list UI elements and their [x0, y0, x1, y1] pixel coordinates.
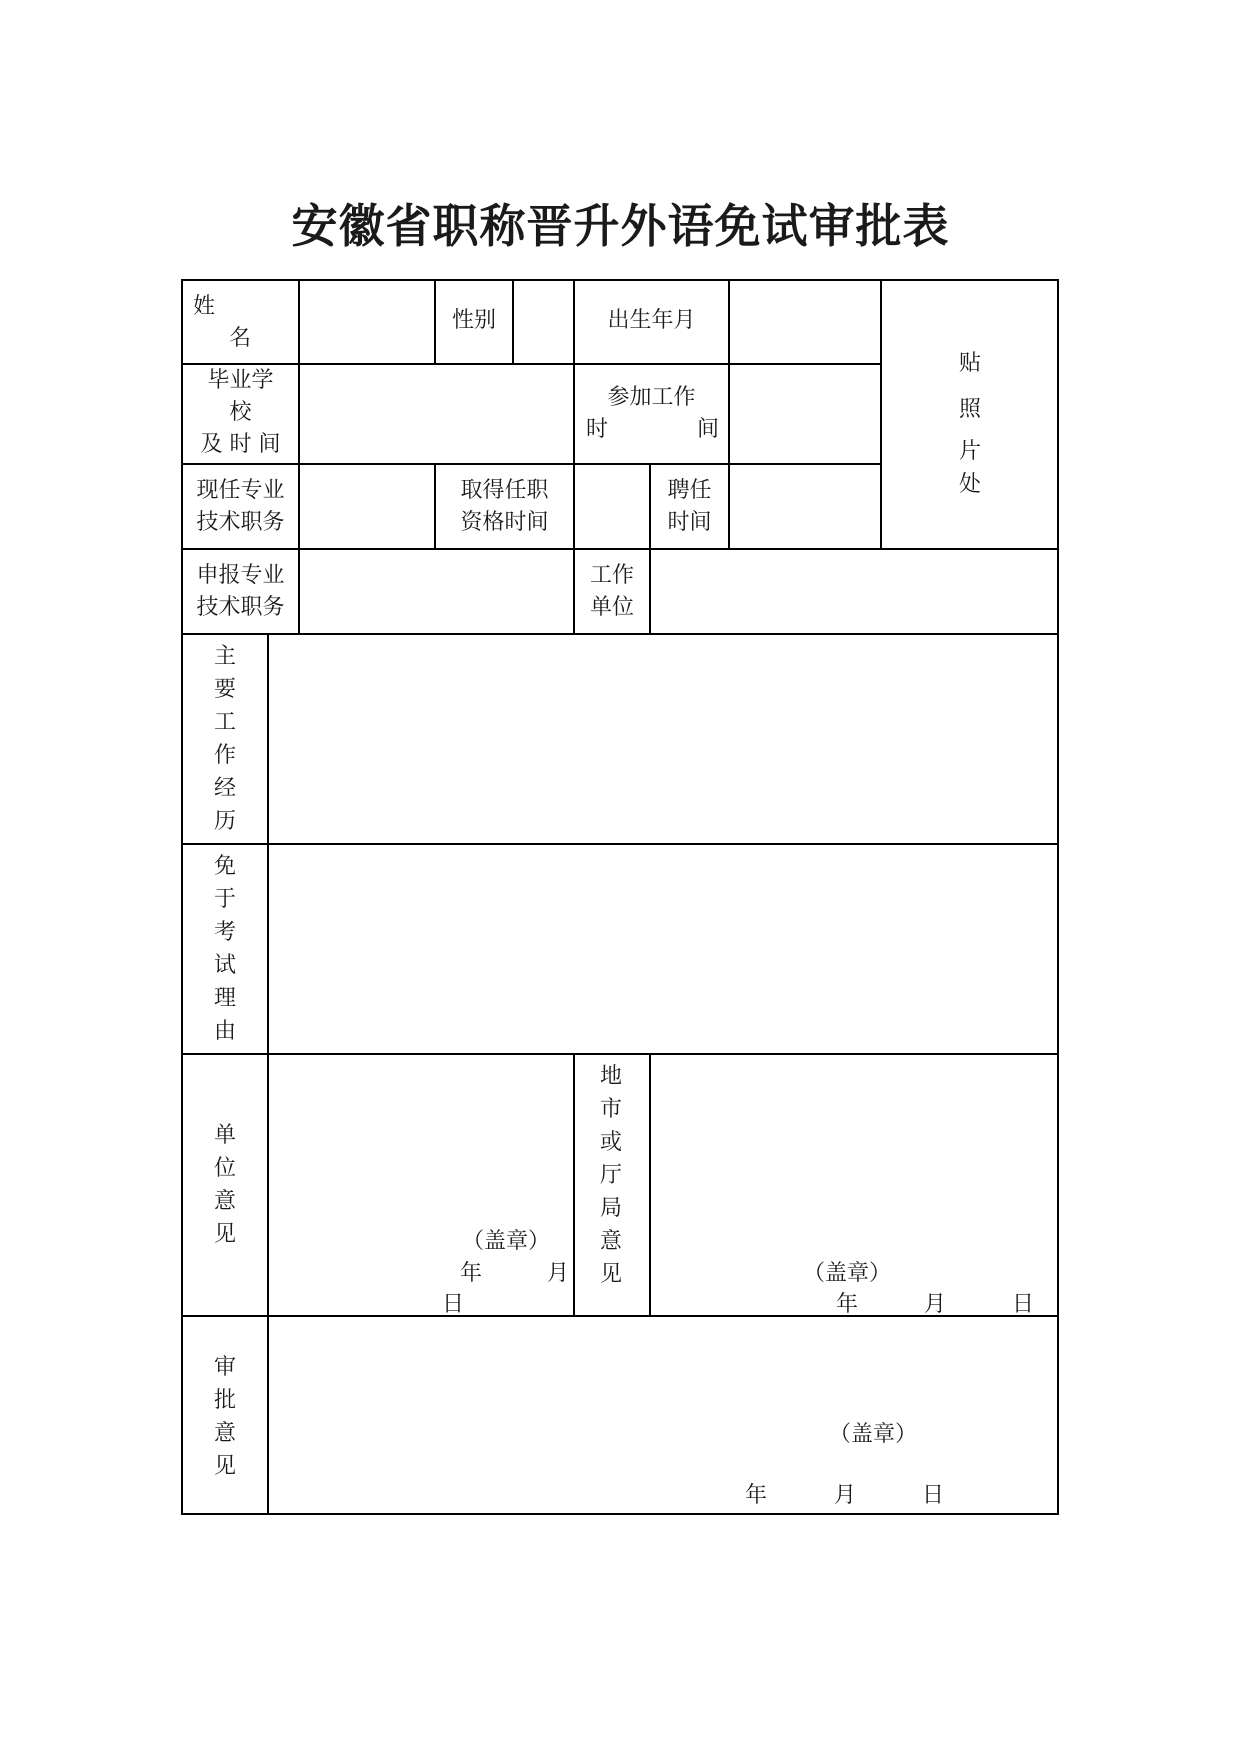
join-work-label-char-b: 间: [697, 417, 720, 442]
approval-opinion-label: 审 批 意 见: [213, 1355, 236, 1479]
approval-date-year: 年: [745, 1483, 768, 1508]
approval-date-day: 日: [922, 1483, 945, 1508]
name-label-char-1: 姓: [193, 294, 216, 319]
unit-stamp-label: （盖章）: [462, 1229, 551, 1254]
work-unit-field[interactable]: [651, 550, 1057, 633]
unit-date-year: 年: [460, 1261, 483, 1286]
name-label-char-2: 名: [229, 326, 252, 351]
name-field[interactable]: [300, 281, 434, 363]
unit-date-day: 日: [442, 1292, 465, 1317]
school-label-line-2: 校: [229, 400, 252, 425]
apply-title-label-line-1: 申报专业: [196, 563, 285, 588]
city-date-year: 年: [836, 1292, 859, 1317]
birth-label: 出生年月: [607, 308, 696, 333]
unit-opinion-field[interactable]: [269, 1055, 573, 1315]
approval-form-table: [181, 279, 1059, 1515]
city-opinion-label: 地 市 或 厅 局 意 见: [599, 1064, 622, 1287]
qualified-time-label-line-1: 取得任职: [460, 478, 549, 503]
gender-field[interactable]: [514, 281, 573, 363]
apply-title-field[interactable]: [300, 550, 573, 633]
current-title-label-line-1: 现任专业: [196, 478, 285, 503]
hired-time-label-line-1: 聘任: [667, 478, 712, 503]
join-work-label-char-a: 时: [586, 417, 609, 442]
experience-label: 主 要 工 作 经 历: [213, 644, 236, 834]
experience-field[interactable]: [269, 635, 1057, 843]
approval-date-month: 月: [834, 1483, 857, 1508]
hired-time-label-line-2: 时间: [667, 510, 712, 535]
exempt-reason-field[interactable]: [269, 845, 1057, 1053]
city-date-day: 日: [1012, 1292, 1035, 1317]
approval-stamp-label: （盖章）: [829, 1422, 918, 1447]
qualified-time-field[interactable]: [575, 465, 649, 548]
unit-opinion-label: 单 位 意 见: [213, 1123, 236, 1247]
city-stamp-label: （盖章）: [803, 1261, 892, 1286]
school-label-line-3: 及 时 间: [200, 432, 281, 457]
join-work-label-line-1: 参加工作: [607, 385, 696, 410]
work-unit-label-line-2: 单位: [589, 595, 634, 620]
school-field[interactable]: [300, 365, 573, 463]
city-date-month: 月: [924, 1292, 947, 1317]
exempt-reason-label: 免 于 考 试 理 由: [213, 854, 236, 1044]
apply-title-label-line-2: 技术职务: [196, 595, 285, 620]
current-title-label-line-2: 技术职务: [196, 510, 285, 535]
work-unit-label-line-1: 工作: [589, 563, 634, 588]
school-label-line-1: 毕业学: [207, 368, 274, 393]
photo-placeholder[interactable]: 贴 照 片 处: [958, 351, 981, 497]
gender-label: 性别: [451, 308, 496, 333]
birth-field[interactable]: [730, 281, 880, 363]
unit-date-month: 月: [547, 1261, 570, 1286]
qualified-time-label-line-2: 资格时间: [460, 510, 549, 535]
current-title-field[interactable]: [300, 465, 434, 548]
hired-time-field[interactable]: [730, 465, 880, 548]
form-title: 安徽省职称晋升外语免试审批表: [291, 199, 950, 253]
join-work-field[interactable]: [730, 365, 880, 463]
